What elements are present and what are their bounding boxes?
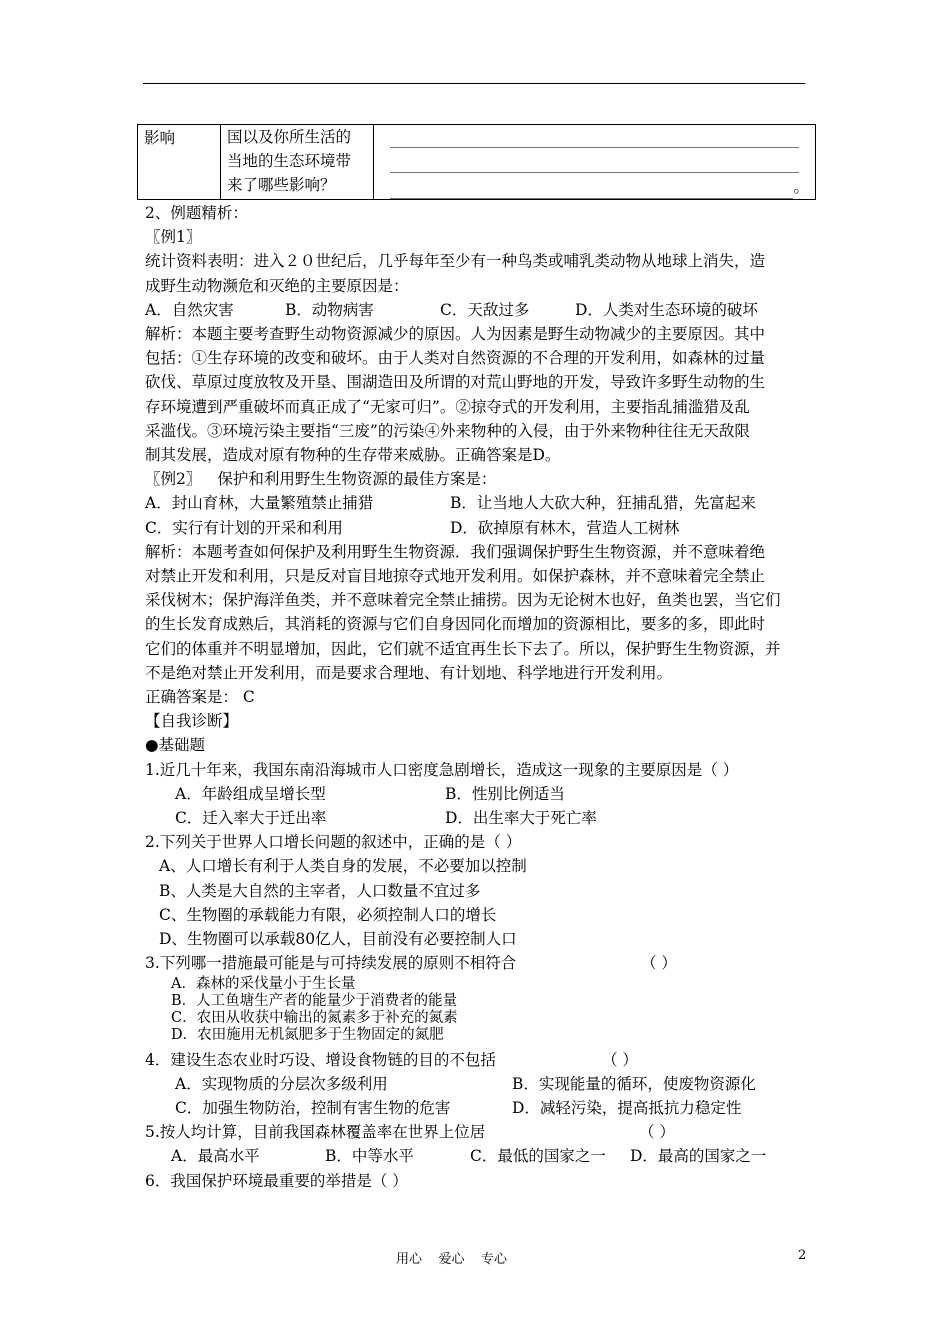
option: A．自然灾害 [145, 300, 234, 319]
question-stem: 1.近几十年来，我国东南沿海城市人口密度急剧增长，造成这一现象的主要原因是（ ） [145, 760, 739, 779]
example-options [145, 516, 825, 540]
option: B．实现能量的循环，使废物资源化 [512, 1074, 756, 1093]
analysis-line: 的生长发育成熟后，其消耗的资源与它们自身因同化而增加的资源相比，要多的多，即此时 [145, 615, 766, 634]
option: C．天敌过多 [440, 300, 530, 319]
table-cell-question: 国以及你所生活的 当地的生态环境带 来了哪些影响？ [221, 125, 374, 200]
basic-heading: ●基础题 [145, 736, 206, 755]
option: A．实现物质的分层次多级利用 [175, 1074, 388, 1093]
example-tag: 〖例1〗 [145, 228, 202, 247]
option: D．砍掉原有林木，营造人工树林 [450, 518, 680, 537]
option: B．人工鱼塘生产者的能量少于消费者的能量 [171, 992, 458, 1009]
option: A、人口增长有利于人类自身的发展，不必要加以控制 [159, 857, 527, 876]
example-question-line: 成野生动物濒危和灭绝的主要原因是： [145, 276, 409, 295]
analysis-line: 制其发展，造成对原有物种的生存带来威胁。正确答案是D。 [145, 446, 561, 465]
option: D．出生率大于死亡率 [445, 809, 597, 828]
option: B．动物病害 [285, 300, 374, 319]
option: D．农田施用无机氮肥多于生物固定的氮肥 [171, 1026, 444, 1043]
option: B．中等水平 [325, 1147, 414, 1166]
option: A．最高水平 [171, 1147, 260, 1166]
header-rule [143, 83, 805, 84]
option: C、生物圈的承载能力有限，必须控制人口的增长 [159, 905, 497, 924]
page-number: 2 [798, 1248, 807, 1263]
option: C．实行有计划的开采和利用 [145, 518, 343, 537]
option: B、人类是大自然的主宰者，人口数量不宜过多 [159, 881, 481, 900]
option: B．让当地人大砍大种，狂捕乱猎，先富起来 [450, 494, 756, 513]
option: B．性别比例适当 [445, 784, 565, 803]
option: A．森林的采伐量小于生长量 [171, 975, 356, 992]
question-stem: 6．我国保护环境最重要的举措是（ ） [145, 1171, 408, 1190]
question-options [145, 782, 825, 806]
answer-line[interactable] [390, 150, 799, 173]
analysis-line: 砍伐、草原过度放牧及开垦、围湖造田及所谓的对荒山野地的开发，导致许多野生动物的生 [145, 373, 766, 392]
option: C．迁入率大于迁出率 [175, 809, 327, 828]
question-stem: 5.按人均计算，目前我国森林覆盖率在世界上位居 （ ） [145, 1123, 675, 1142]
option: A．封山育林，大量繁殖禁止捕猎 [145, 494, 374, 513]
answer-line[interactable] [390, 125, 799, 148]
analysis-line: 解析：本题考查如何保护及利用野生生物资源．我们强调保护野生生物资源，并不意味着绝 [145, 542, 766, 561]
option: D、生物圈可以承载80亿人，目前没有必要控制人口 [159, 930, 517, 949]
document-body [145, 201, 825, 1193]
answer-line[interactable] [390, 176, 793, 199]
answer-blank-area[interactable]: 。 [374, 125, 816, 200]
question-options [145, 1072, 825, 1096]
example-tag: 〖例2〗 [145, 470, 202, 489]
footer-motto: 用心 爱心 专心 [396, 1252, 508, 1267]
section-title: 2、例题精析： [145, 204, 248, 222]
example-question-line: 统计资料表明：进入２０世纪后，几乎每年至少有一种鸟类或哺乳类动物从地球上消失，造 [145, 252, 766, 271]
question-stem: 2.下列关于世界人口增长问题的叙述中，正确的是（ ） [145, 833, 522, 852]
question-options [145, 1096, 825, 1120]
analysis-line: 采滥伐。③环境污染主要指“三废”的污染④外来物种的入侵，由于外来物种往往无天敌限 [145, 421, 750, 440]
table-cell-label: 影响 [138, 125, 221, 200]
option: D．最高的国家之一 [630, 1147, 767, 1166]
self-diagnosis-heading: 【自我诊断】 [145, 712, 239, 731]
analysis-line: 采伐树木；保护海洋鱼类，并不意味着完全禁止捕捞。因为无论树木也好，鱼类也罢，当它们 [145, 591, 781, 610]
question-options [145, 806, 825, 830]
example-options [145, 298, 825, 322]
question-stem: 3.下列哪一措施最可能是与可持续发展的原则不相符合 （ ） [145, 954, 677, 973]
option: C．最低的国家之一 [470, 1147, 606, 1166]
analysis-line: 对禁止开发和利用，只是反对盲目地掠夺式地开发利用。如保护森林，并不意味着完全禁止 [145, 567, 766, 586]
option: D．减轻污染，提高抵抗力稳定性 [512, 1098, 742, 1117]
option: C．农田从收获中输出的氮素多于补充的氮素 [171, 1009, 458, 1026]
question-stem: 4．建设生态农业时巧设、增设食物链的目的不包括 （ ） [145, 1050, 638, 1069]
example-question-line: 〖例2〗 保护和利用野生生物资源的最佳方案是： [145, 470, 497, 489]
question-options [145, 1144, 825, 1168]
answer-line-text: 正确答案是： C [145, 688, 255, 707]
analysis-line: 包括：①生存环境的改变和破坏。由于人类对自然资源的不合理的开发利用，如森林的过量 [145, 349, 766, 368]
analysis-line: 它们的体重并不明显增加，因此，它们就不适宜再生长下去了。所以，保护野生生物资源，并 [145, 639, 781, 658]
option: A．年龄组成呈增长型 [175, 784, 326, 803]
worksheet-table [137, 124, 816, 200]
analysis-line: 存环境遭到严重破坏而真正成了“无家可归”。②掠夺式的开发利用，主要指乱捕滥猎及乱 [145, 397, 750, 416]
option: D．人类对生态环境的破坏 [575, 300, 758, 319]
analysis-line: 解析：本题主要考查野生动物资源减少的原因。人为因素是野生动物减少的主要原因。其中 [145, 325, 766, 344]
example-options [145, 491, 825, 515]
option: C．加强生物防治，控制有害生物的危害 [175, 1098, 451, 1117]
analysis-line: 不是绝对禁止开发利用，而是要求合理地、有计划地、科学地进行开发利用。 [145, 663, 673, 682]
